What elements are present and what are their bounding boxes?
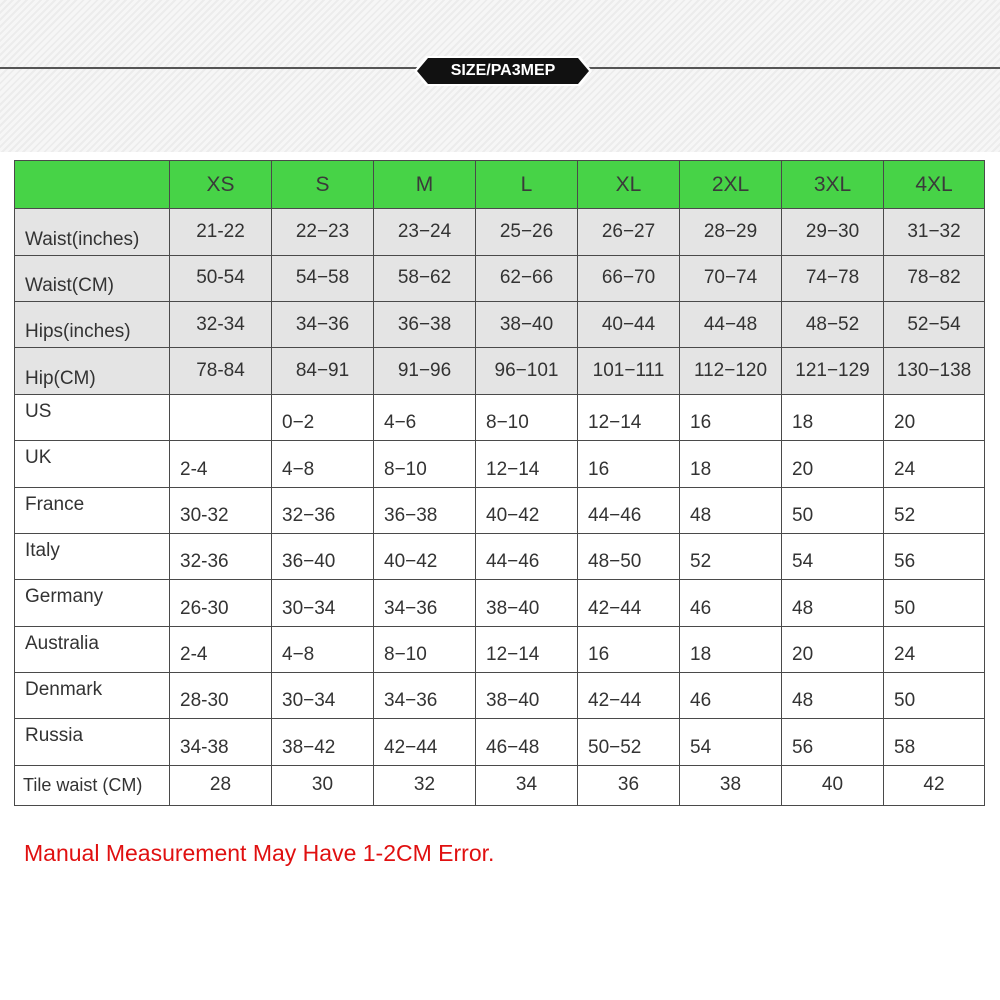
- table-cell: 29−30: [782, 209, 884, 255]
- table-cell: 12−14: [476, 626, 578, 672]
- table-cell: 42−44: [374, 719, 476, 765]
- table-cell: 42: [884, 765, 985, 805]
- size-header-cell: L: [476, 161, 578, 209]
- table-cell: 50: [782, 487, 884, 533]
- table-cell: 21-22: [170, 209, 272, 255]
- table-cell: 20: [884, 394, 985, 440]
- table-cell: 4−8: [272, 626, 374, 672]
- table-cell: 38−40: [476, 302, 578, 348]
- row-label: France: [15, 487, 170, 533]
- row-label: Hip(CM): [15, 348, 170, 394]
- table-row: [15, 441, 985, 487]
- size-header-cell: XS: [170, 161, 272, 209]
- table-cell: 48: [782, 672, 884, 718]
- row-label: Hips(inches): [15, 302, 170, 348]
- table-cell: 50-54: [170, 255, 272, 301]
- table-cell: 121−129: [782, 348, 884, 394]
- table-cell: 0−2: [272, 394, 374, 440]
- table-cell: 44−46: [578, 487, 680, 533]
- size-header-cell: 3XL: [782, 161, 884, 209]
- table-cell: 40−42: [374, 533, 476, 579]
- table-cell: 20: [782, 626, 884, 672]
- table-cell: 48: [782, 580, 884, 626]
- table-cell: 78-84: [170, 348, 272, 394]
- header-corner-cell: [15, 161, 170, 209]
- table-cell: 34: [476, 765, 578, 805]
- table-cell: 30-32: [170, 487, 272, 533]
- table-row: [15, 765, 985, 805]
- table-cell: 44−46: [476, 533, 578, 579]
- table-cell: 8−10: [476, 394, 578, 440]
- table-cell: 18: [680, 441, 782, 487]
- table-cell: 38−40: [476, 672, 578, 718]
- size-header-row: [15, 161, 985, 209]
- table-cell: 12−14: [476, 441, 578, 487]
- table-cell: 8−10: [374, 441, 476, 487]
- table-cell: 54−58: [272, 255, 374, 301]
- table-row: [15, 533, 985, 579]
- table-cell: 31−32: [884, 209, 985, 255]
- table-cell: 30: [272, 765, 374, 805]
- table-cell: 58: [884, 719, 985, 765]
- table-cell: 48: [680, 487, 782, 533]
- table-cell: 58−62: [374, 255, 476, 301]
- table-cell: 96−101: [476, 348, 578, 394]
- size-chart-table: [14, 160, 985, 806]
- table-cell: 4−8: [272, 441, 374, 487]
- table-cell: 34−36: [374, 672, 476, 718]
- table-cell: 32-36: [170, 533, 272, 579]
- table-cell: 28−29: [680, 209, 782, 255]
- table-row: [15, 348, 985, 394]
- table-cell: 112−120: [680, 348, 782, 394]
- table-cell: 26-30: [170, 580, 272, 626]
- table-cell: 8−10: [374, 626, 476, 672]
- table-row: [15, 672, 985, 718]
- table-cell: 18: [782, 394, 884, 440]
- table-row: [15, 719, 985, 765]
- table-cell: 34-38: [170, 719, 272, 765]
- table-cell: 22−23: [272, 209, 374, 255]
- header-banner: [0, 0, 1000, 152]
- table-cell: 40: [782, 765, 884, 805]
- table-cell: 46−48: [476, 719, 578, 765]
- table-cell: 32-34: [170, 302, 272, 348]
- table-cell: 18: [680, 626, 782, 672]
- table-row: [15, 255, 985, 301]
- table-cell: 130−138: [884, 348, 985, 394]
- table-row: [15, 302, 985, 348]
- table-cell: 50: [884, 580, 985, 626]
- table-cell: 2-4: [170, 626, 272, 672]
- table-cell: 32: [374, 765, 476, 805]
- row-label: Denmark: [15, 672, 170, 718]
- table-cell: 30−34: [272, 580, 374, 626]
- table-cell: 23−24: [374, 209, 476, 255]
- table-cell: 48−52: [782, 302, 884, 348]
- table-cell: 20: [782, 441, 884, 487]
- table-cell: 36−40: [272, 533, 374, 579]
- table-cell: 24: [884, 626, 985, 672]
- size-header-cell: 2XL: [680, 161, 782, 209]
- row-label: Waist(CM): [15, 255, 170, 301]
- row-label: Italy: [15, 533, 170, 579]
- row-label: US: [15, 394, 170, 440]
- table-cell: 38−40: [476, 580, 578, 626]
- table-cell: 52: [680, 533, 782, 579]
- row-label: Russia: [15, 719, 170, 765]
- table-row: [15, 487, 985, 533]
- table-row: [15, 580, 985, 626]
- table-cell: 30−34: [272, 672, 374, 718]
- table-cell: 52: [884, 487, 985, 533]
- size-table-body: [15, 161, 985, 806]
- table-cell: 34−36: [272, 302, 374, 348]
- measurement-note: Manual Measurement May Have 1-2CM Error.: [24, 840, 495, 866]
- table-cell: 46: [680, 580, 782, 626]
- table-row: [15, 626, 985, 672]
- table-cell: 38: [680, 765, 782, 805]
- table-cell: 12−14: [578, 394, 680, 440]
- table-cell: 66−70: [578, 255, 680, 301]
- table-row: [15, 209, 985, 255]
- table-row: [15, 394, 985, 440]
- table-cell: 48−50: [578, 533, 680, 579]
- table-cell: 26−27: [578, 209, 680, 255]
- table-cell: 50: [884, 672, 985, 718]
- row-label: Tile waist (CM): [15, 765, 170, 805]
- table-cell: 2-4: [170, 441, 272, 487]
- table-cell: 52−54: [884, 302, 985, 348]
- table-cell: 91−96: [374, 348, 476, 394]
- table-cell: 84−91: [272, 348, 374, 394]
- table-cell: 24: [884, 441, 985, 487]
- table-cell: 101−111: [578, 348, 680, 394]
- table-cell: 44−48: [680, 302, 782, 348]
- size-title-tag: [414, 56, 592, 86]
- row-label: UK: [15, 441, 170, 487]
- table-cell: 42−44: [578, 672, 680, 718]
- table-cell: 56: [782, 719, 884, 765]
- size-header-cell: 4XL: [884, 161, 985, 209]
- table-cell: 25−26: [476, 209, 578, 255]
- table-cell: 38−42: [272, 719, 374, 765]
- table-cell: [170, 394, 272, 440]
- table-cell: 16: [578, 441, 680, 487]
- table-cell: 70−74: [680, 255, 782, 301]
- table-cell: 36: [578, 765, 680, 805]
- row-label: Australia: [15, 626, 170, 672]
- table-cell: 36−38: [374, 302, 476, 348]
- size-title: SIZE/PA3MEP: [450, 62, 556, 79]
- size-header-cell: XL: [578, 161, 680, 209]
- table-cell: 46: [680, 672, 782, 718]
- table-cell: 36−38: [374, 487, 476, 533]
- row-label: Waist(inches): [15, 209, 170, 255]
- size-header-cell: M: [374, 161, 476, 209]
- table-cell: 40−42: [476, 487, 578, 533]
- table-cell: 42−44: [578, 580, 680, 626]
- table-cell: 54: [680, 719, 782, 765]
- row-label: Germany: [15, 580, 170, 626]
- table-cell: 40−44: [578, 302, 680, 348]
- table-cell: 28-30: [170, 672, 272, 718]
- size-header-cell: S: [272, 161, 374, 209]
- table-cell: 56: [884, 533, 985, 579]
- table-cell: 74−78: [782, 255, 884, 301]
- table-cell: 28: [170, 765, 272, 805]
- table-cell: 16: [578, 626, 680, 672]
- table-cell: 62−66: [476, 255, 578, 301]
- table-cell: 34−36: [374, 580, 476, 626]
- table-cell: 54: [782, 533, 884, 579]
- table-cell: 4−6: [374, 394, 476, 440]
- table-cell: 50−52: [578, 719, 680, 765]
- table-cell: 78−82: [884, 255, 985, 301]
- table-cell: 16: [680, 394, 782, 440]
- table-cell: 32−36: [272, 487, 374, 533]
